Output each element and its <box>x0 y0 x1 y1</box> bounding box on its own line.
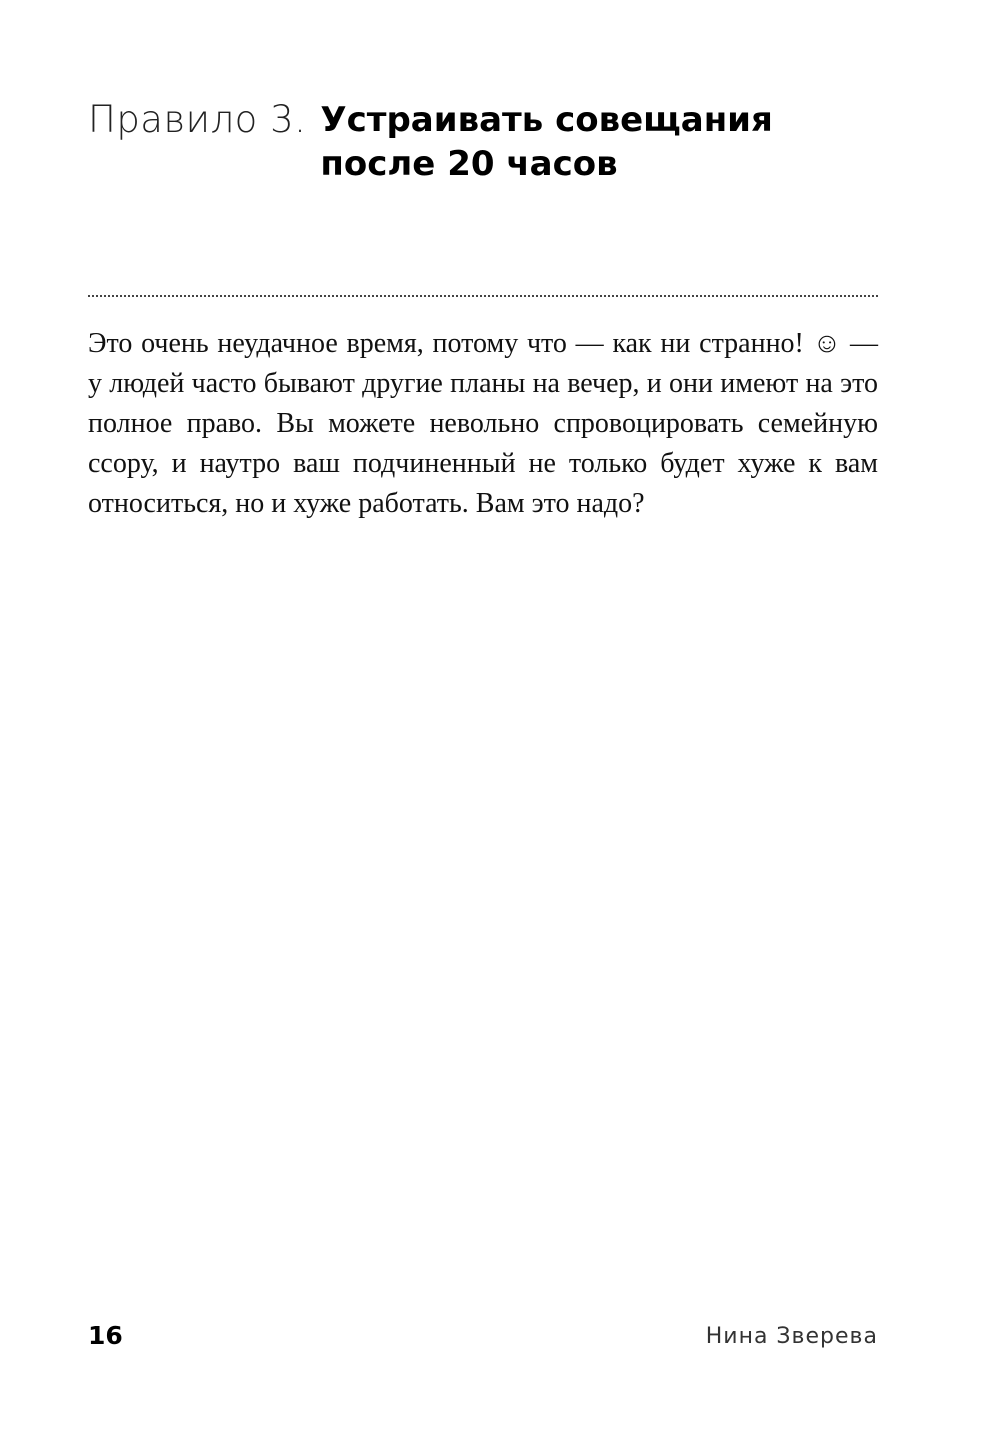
running-footer-author: Нина Зверева <box>705 1324 878 1349</box>
chapter-heading <box>88 98 888 186</box>
dotted-divider <box>88 295 878 297</box>
body-paragraph: Это очень неудачное время, потому что — как ни странно! ☺ — у людей часто бывают другие планы на вечер, и они имеют на это полное право. Вы можете невольно спровоцировать семейную ссору, и наутро ваш подчиненный не только будет хуже к вам относиться, но и хуже работать. Вам это надо? <box>88 328 878 519</box>
page-number: 16 <box>88 1321 123 1350</box>
rule-number-label: Правило 3. <box>88 98 307 141</box>
rule-title: Устраивать совещания после 20 часов <box>320 100 773 184</box>
